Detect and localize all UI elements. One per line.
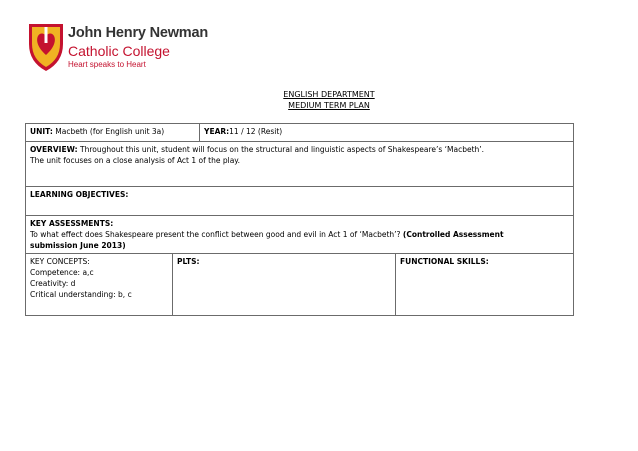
overview-text-1: Throughout this unit, student will focus on the structural and linguistic aspects of Shakespeare’s ‘Macbeth’. <box>77 145 485 154</box>
key-assessments-label: KEY ASSESSMENTS: <box>30 219 114 228</box>
logo-college: Catholic College <box>68 43 170 59</box>
concept-item: Competence: a,c <box>30 268 94 277</box>
assessment-deadline-1: (Controlled Assessment <box>402 230 504 239</box>
assessments-cell <box>26 216 574 254</box>
overview-text-2: The unit focuses on a close analysis of Act 1 of the play. <box>30 156 241 165</box>
logo-tagline: Heart speaks to Heart <box>68 60 146 69</box>
assessment-question: To what effect does Shakespeare present the conflict between good and evil in Act 1 of ‘Macbeth’? <box>30 230 403 239</box>
learning-cell <box>26 187 574 216</box>
key-concepts-label: KEY CONCEPTS: <box>30 257 90 266</box>
overview-label: OVERVIEW: <box>30 145 78 154</box>
overview-row <box>26 142 574 187</box>
year-value: 11 / 12 (Resit) <box>229 127 283 136</box>
unit-value: Macbeth (for English unit 3a) <box>52 127 165 136</box>
medium-term-plan-table <box>25 123 574 316</box>
year-cell <box>200 124 574 142</box>
concept-item: Critical understanding: b, c <box>30 290 132 299</box>
learning-objectives-label: LEARNING OBJECTIVES: <box>30 190 129 199</box>
plts-label: PLTS: <box>177 257 200 266</box>
functional-skills-cell <box>396 254 574 316</box>
concepts-row <box>26 254 574 316</box>
unit-row <box>26 124 574 142</box>
unit-cell <box>26 124 200 142</box>
concept-item: Creativity: d <box>30 279 76 288</box>
key-concepts-cell <box>26 254 173 316</box>
learning-row <box>26 187 574 216</box>
plts-cell <box>173 254 396 316</box>
shield-heart-icon <box>28 22 64 72</box>
college-logo <box>28 22 218 76</box>
unit-label: UNIT: <box>30 127 53 136</box>
year-label: YEAR: <box>204 127 230 136</box>
assessments-row <box>26 216 574 254</box>
department-heading: ENGLISH DEPARTMENT <box>283 90 375 99</box>
plan-heading: MEDIUM TERM PLAN <box>288 101 370 110</box>
logo-name: John Henry Newman <box>68 25 209 41</box>
functional-skills-label: FUNCTIONAL SKILLS: <box>400 257 489 266</box>
assessment-deadline-2: submission June 2013) <box>30 241 126 250</box>
overview-cell <box>26 142 574 187</box>
